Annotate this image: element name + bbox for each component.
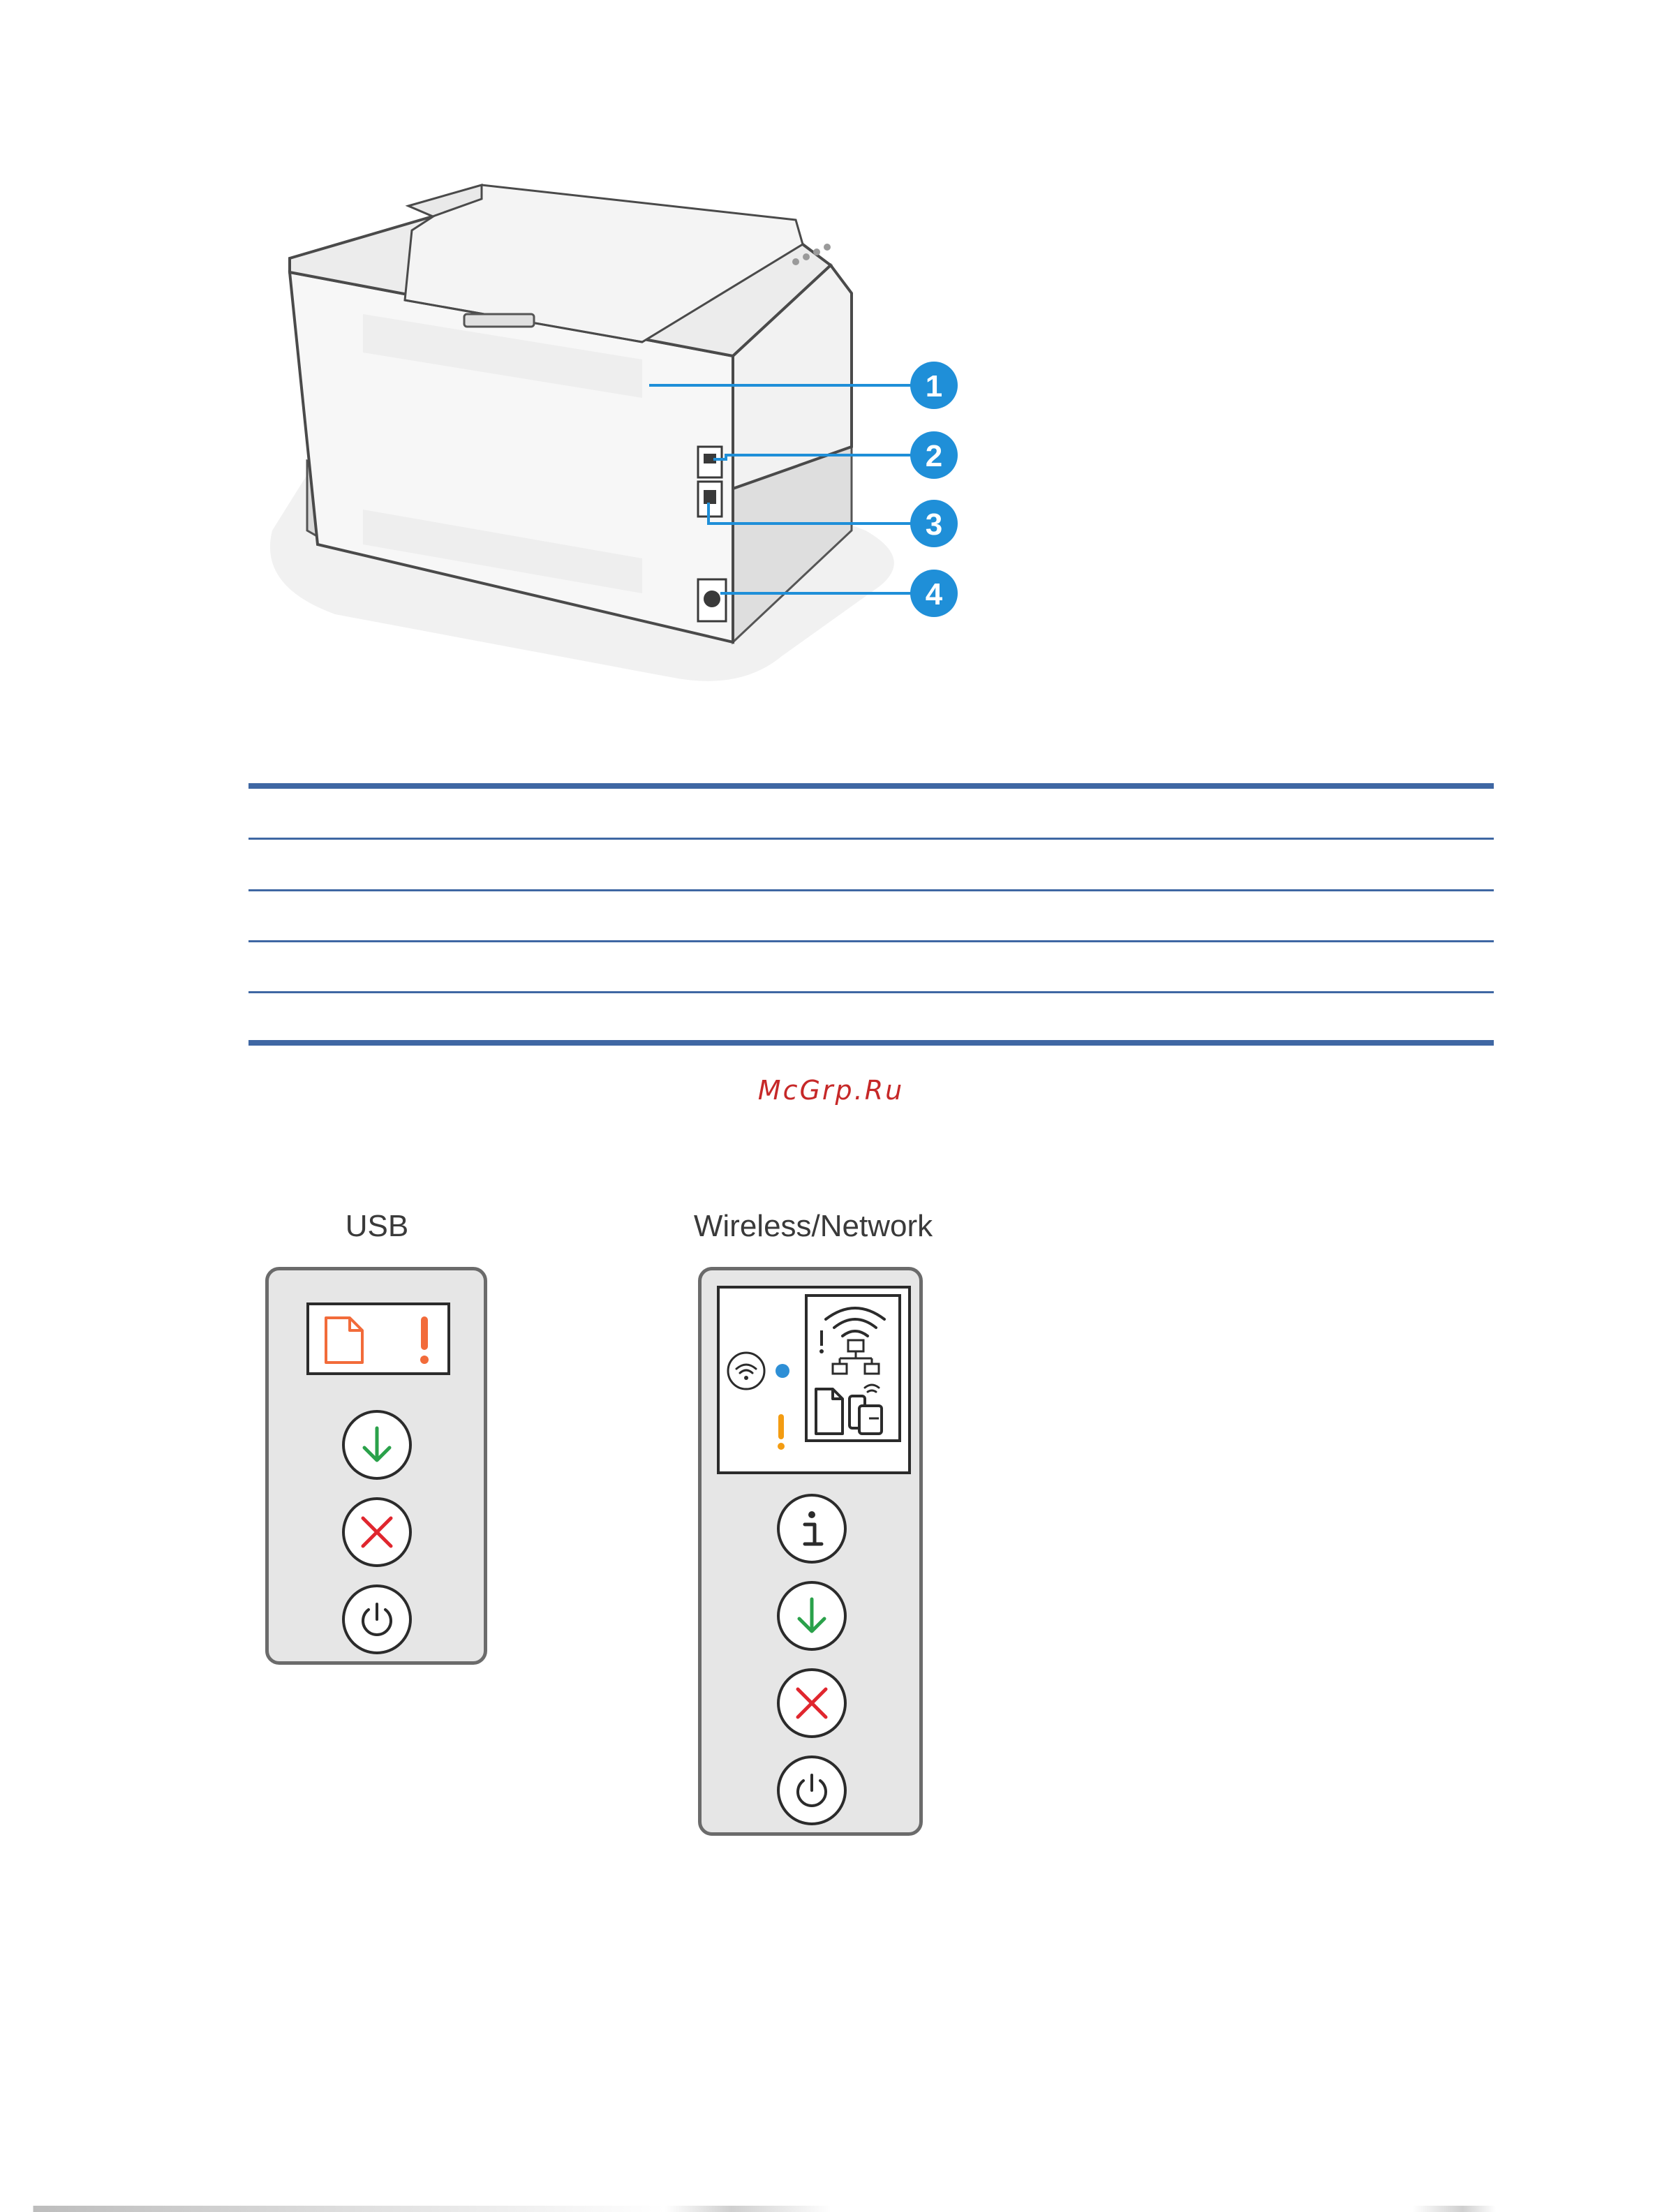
table-row-rule (248, 940, 1494, 942)
page-bottom-edge (0, 2206, 1662, 2212)
svg-text:2: 2 (925, 439, 943, 473)
svg-text:4: 4 (925, 577, 943, 611)
wireless-control-panel (698, 1267, 923, 1836)
information-button[interactable] (777, 1494, 847, 1564)
wireless-icon (725, 1350, 767, 1392)
cancel-button[interactable] (777, 1668, 847, 1738)
network-status-box (805, 1294, 901, 1442)
power-icon (780, 1758, 844, 1823)
cancel-red-x-icon (780, 1671, 844, 1735)
power-button[interactable] (777, 1756, 847, 1825)
cancel-red-x-icon (345, 1500, 409, 1564)
printer-rear-view-illustration (251, 168, 977, 698)
usb-control-panel (265, 1267, 487, 1665)
document-orange-icon (322, 1315, 366, 1365)
arrow-down-green-icon (780, 1584, 844, 1648)
svg-text:3: 3 (925, 507, 943, 542)
table-row-rule (248, 991, 1494, 993)
table-row-rule (248, 889, 1494, 891)
wireless-blue-light (776, 1364, 789, 1378)
table-top-rule (248, 783, 1494, 789)
callout-3 (910, 500, 958, 547)
svg-text:1: 1 (925, 369, 943, 403)
power-button[interactable] (342, 1584, 412, 1654)
arrow-down-green-icon (345, 1413, 409, 1477)
callout-2 (910, 431, 958, 479)
cancel-button[interactable] (342, 1497, 412, 1567)
information-icon (780, 1497, 844, 1561)
watermark: McGrp.Ru (757, 1075, 905, 1106)
wifi-direct-icon (812, 1375, 898, 1439)
resume-button[interactable] (342, 1410, 412, 1480)
usb-panel-title: USB (345, 1209, 409, 1243)
callout-4 (910, 570, 958, 617)
usb-display (306, 1302, 450, 1375)
resume-button[interactable] (777, 1581, 847, 1651)
wireless-panel-title: Wireless/Network (693, 1209, 933, 1243)
wireless-display (717, 1286, 911, 1474)
attention-orange-icon (414, 1315, 435, 1365)
table-header-rule (248, 838, 1494, 840)
callout-1 (910, 362, 958, 409)
attention-orange-icon (774, 1413, 788, 1452)
power-icon (345, 1587, 409, 1651)
network-info-icon (812, 1300, 896, 1376)
table-bottom-rule (248, 1040, 1494, 1046)
